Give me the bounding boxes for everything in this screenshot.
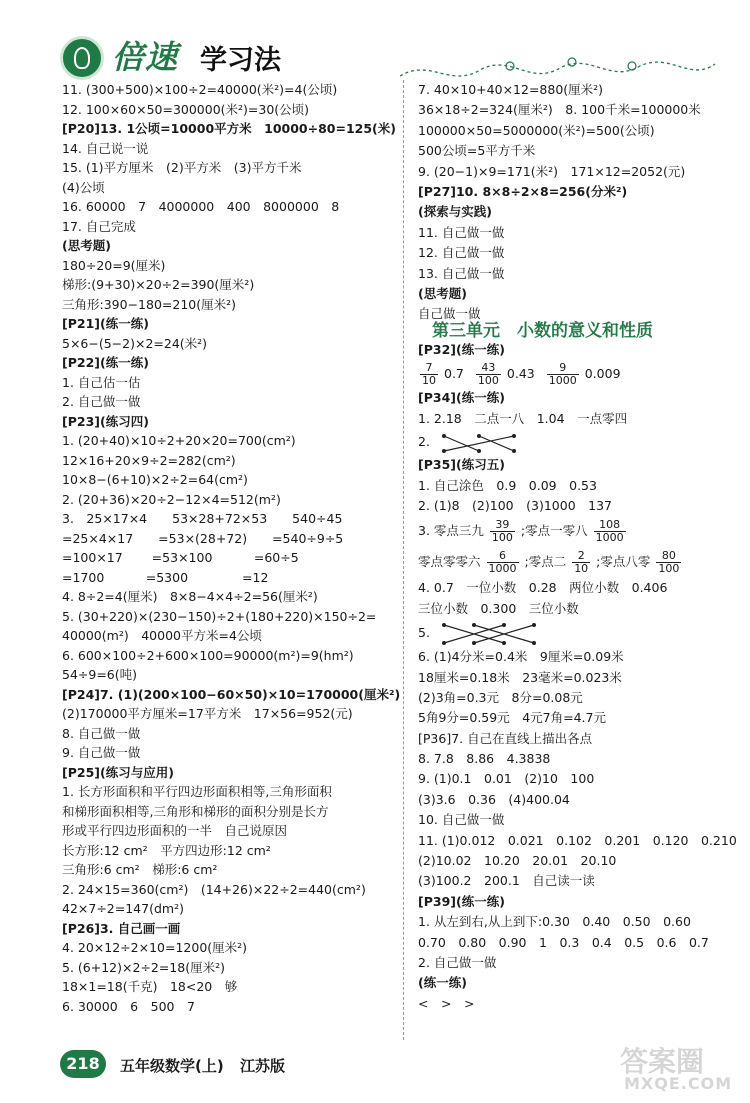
denominator: 10 [574, 562, 589, 576]
answer-line: < > > [418, 995, 475, 1011]
answer-line: 12. 自己做一做 [418, 245, 505, 261]
answer-line: 2. (20+36)×20÷2−12×4=512(m²) [62, 491, 281, 507]
decimal-value: 0.7 [444, 366, 464, 382]
answer-line: 1. 2.18 二点一八 1.04 一点零四 [418, 410, 628, 426]
answer-line: 和梯形面积相等,三角形和梯形的面积分别是长方 [62, 803, 329, 819]
answer-line: 8. 7.8 8.86 4.3838 [418, 751, 551, 767]
answer-line: (4)公顷 [62, 179, 105, 195]
fraction [656, 550, 681, 575]
answer-line: (2)3角=0.3元 8分=0.08元 [418, 689, 583, 705]
fraction [476, 362, 501, 387]
answer-line: [P26]3. 自己画一画 [62, 920, 181, 936]
fraction [487, 550, 519, 575]
page-header [0, 0, 750, 92]
watermark-url: MXQE.COM [624, 1074, 733, 1093]
answer-line: 2. 24×15=360(cm²) (14+26)×22÷2=440(cm²) [62, 881, 366, 897]
page-tag: [P39](练一练) [418, 893, 505, 909]
numerator: 43 [476, 362, 501, 375]
numerator: 39 [490, 519, 515, 532]
answer-line: 1. 从左到右,从上到下:0.30 0.40 0.50 0.60 [418, 914, 691, 930]
answer-line: 长方形:12 cm² 平方四边形:12 cm² [62, 842, 271, 858]
answer-line: 54÷9=6(吨) [62, 667, 138, 682]
numerator: 2 [572, 550, 590, 563]
page-tag: [P32](练一练) [418, 342, 505, 357]
answer-line: [P36]7. 自己在直线上描出各点 [418, 730, 593, 746]
page-tag: [P34](练一练) [418, 390, 505, 406]
answer-line: [P20]13. 1公顷=10000平方米 10000÷80=125(米) [62, 121, 396, 136]
brand-subtitle: 学习法 [200, 45, 281, 76]
fraction-row [418, 360, 718, 388]
numerator: 108 [594, 519, 626, 532]
answer-line: 6. 30000 6 500 7 [62, 998, 195, 1014]
answer-line: 12. 100×60×50=300000(米²)=30(公顷) [62, 101, 310, 117]
answer-line: 9. 自己做一做 [62, 745, 141, 760]
answer-line: 36×18÷2=324(厘米²) 8. 100千米=100000米 [418, 102, 701, 118]
answer-line: 18×1=18(千克) 18<20 够 [62, 979, 238, 994]
numerator: 9 [547, 362, 579, 375]
answer-line: 14. 自己说一说 [62, 140, 149, 156]
answer-line: [P24]7. (1)(200×100−60×50)×10=170000(厘米²) [62, 686, 401, 702]
answer-line: (思考题) [62, 238, 111, 253]
fraction [594, 519, 626, 544]
answer-line: 42×7÷2=147(dm²) [62, 901, 184, 916]
answer-line: (2)170000平方厘米=17平方米 17×56=952(元) [62, 706, 353, 721]
answer-line: 11. 自己做一做 [418, 224, 505, 240]
section-label: (练一练) [418, 975, 467, 991]
answer-column-right-bottom [418, 340, 737, 1014]
numerator: 6 [487, 550, 519, 563]
answer-line: 11. (1)0.012 0.021 0.102 0.201 0.120 0.210 [418, 832, 737, 848]
answer-line: (3)3.6 0.36 (4)400.04 [418, 791, 570, 807]
numerator: 80 [656, 550, 681, 563]
answer-line: 1. 长方形面积和平行四边形面积相等,三角形面积 [62, 784, 332, 799]
answer-line: 0.70 0.80 0.90 1 0.3 0.4 0.5 0.6 0.7 [418, 934, 709, 950]
answer-line: 10. 自己做一做 [418, 812, 505, 828]
answer-line: (思考题) [418, 285, 467, 301]
denominator: 100 [658, 562, 680, 576]
answer-line [418, 516, 718, 546]
logo-icon [60, 36, 104, 80]
answer-line: =100×17 =53×100 =60÷5 [62, 550, 299, 565]
answer-line: 4. 8÷2=4(厘米) 8×8−4×4÷2=56(厘米²) [62, 589, 318, 604]
answer-line: 形或平行四边形面积的一半 自己说原因 [62, 823, 288, 838]
answer-line: [P25](练习与应用) [62, 764, 174, 780]
answer-line: 15. (1)平方厘米 (2)平方米 (3)平方千米 [62, 160, 302, 175]
answer-line: 12×16+20×9÷2=282(cm²) [62, 452, 236, 468]
page-tag: [P35](练习五) [418, 457, 505, 473]
answer-number: 2. [418, 434, 430, 450]
answer-line: 3. 25×17×4 53×28+72×53 540÷45 [62, 511, 343, 526]
decimal-value: 0.43 [506, 366, 535, 382]
fraction [490, 519, 515, 544]
answer-line: 17. 自己完成 [62, 218, 136, 234]
answer-line: 8. 自己做一做 [62, 725, 141, 741]
answer-text: ;零点一零八 [520, 523, 588, 539]
denominator: 1000 [488, 562, 517, 576]
answer-text: 零点零零六 [418, 554, 481, 570]
fraction [572, 550, 590, 575]
numerator: 7 [420, 362, 438, 375]
page-number: 218 [60, 1050, 106, 1078]
answer-line: 梯形:(9+30)×20÷2=390(厘米²) [62, 277, 255, 292]
answer-line: 5. (30+220)×(230−150)÷2+(180+220)×150÷2= [62, 608, 377, 624]
answer-line: 13. 自己做一做 [418, 265, 505, 281]
answer-line: 4. 20×12÷2×10=1200(厘米²) [62, 940, 248, 955]
answer-line: [P22](练一练) [62, 355, 149, 370]
answer-line: 40000(m²) 40000平方米=4公顷 [62, 628, 262, 643]
answer-line: 6. 600×100÷2+600×100=90000(m²)=9(hm²) [62, 647, 354, 663]
answer-line: 三角形:6 cm² 梯形:6 cm² [62, 862, 218, 877]
answer-line [418, 546, 718, 578]
fraction [547, 362, 579, 387]
answer-line: [P23](练习四) [62, 413, 149, 429]
answer-text: ;零点八零 [596, 554, 651, 570]
answer-line: 100000×50=5000000(米²)=500(公顷) [418, 122, 655, 138]
answer-line: 6. (1)4分米=0.4米 9厘米=0.09米 [418, 649, 624, 665]
answer-line: [P27]10. 8×8÷2×8=256(分米²) [418, 183, 628, 199]
answer-line: 5×6−(5−2)×2=24(米²) [62, 335, 208, 351]
answer-line: 1. 自己涂色 0.9 0.09 0.53 [418, 477, 597, 493]
decimal-value: 0.009 [584, 366, 621, 382]
answer-line: 2. (1)8 (2)100 (3)1000 137 [418, 497, 613, 513]
answer-line: (3)100.2 200.1 自己读一读 [418, 873, 595, 889]
denominator: 100 [491, 531, 513, 545]
answer-line: 三位小数 0.300 三位小数 [418, 600, 579, 616]
answer-line: =25×4×17 =53×(28+72) =540÷9÷5 [62, 530, 344, 546]
denominator: 10 [422, 374, 436, 388]
watermark [620, 1040, 745, 1098]
book-edition: 江苏版 [240, 1057, 286, 1075]
answer-line: 18厘米=0.18米 23毫米=0.023米 [418, 669, 622, 685]
matching-lines-icon [434, 621, 554, 647]
answer-line: 16. 60000 7 4000000 400 8000000 8 [62, 199, 340, 214]
denominator: 100 [477, 374, 499, 388]
fraction [420, 362, 438, 387]
book-title: 五年级数学(上) [120, 1057, 224, 1075]
matching-lines-icon [434, 432, 524, 454]
answer-line: 4. 0.7 一位小数 0.28 两位小数 0.406 [418, 580, 668, 596]
column-divider [403, 80, 404, 1040]
answer-line: 2. 自己做一做 [62, 394, 141, 409]
answer-text: ;零点二 [524, 554, 567, 570]
answer-line: 自己做一做 [418, 306, 481, 322]
answer-line: (探索与实践) [418, 204, 492, 220]
answer-line: 180÷20=9(厘米) [62, 257, 166, 273]
answer-line: 1. (20+40)×10÷2+20×20=700(cm²) [62, 433, 296, 448]
answer-line: (2)10.02 10.20 20.01 20.10 [418, 853, 617, 869]
answer-line: 10×8−(6+10)×2÷2=64(cm²) [62, 472, 248, 487]
answer-line: 三角形:390−180=210(厘米²) [62, 296, 236, 312]
answer-line: 9. (1)0.1 0.01 (2)10 100 [418, 771, 595, 787]
unit-title: 第三单元 小数的意义和性质 [432, 321, 653, 341]
answer-column-left [62, 80, 401, 1016]
denominator: 1000 [548, 374, 577, 388]
answer-line: 1. 自己估一估 [62, 374, 141, 390]
watermark-text: 答案圈 [620, 1045, 705, 1078]
answer-line: 11. (300+500)×100÷2=40000(米²)=4(公顷) [62, 82, 338, 97]
matching-line [418, 619, 718, 647]
answer-text: 3. 零点三九 [418, 523, 484, 539]
answer-line: 500公顷=5平方千米 [418, 143, 536, 159]
answer-line: =1700 =5300 =12 [62, 569, 269, 585]
denominator: 1000 [595, 531, 624, 545]
answer-line: 7. 40×10+40×12=880(厘米²) [418, 82, 604, 97]
matching-line [418, 429, 718, 455]
answer-line: [P21](练一练) [62, 316, 149, 331]
brand-title: 倍速 [112, 38, 179, 76]
answer-line: 5角9分=0.59元 4元7角=4.7元 [418, 710, 606, 726]
answer-line: 2. 自己做一做 [418, 954, 497, 970]
answer-number: 5. [418, 625, 430, 641]
answer-line: 9. (20−1)×9=171(米²) 171×12=2052(元) [418, 163, 686, 179]
answer-line: 5. (6+12)×2÷2=18(厘米²) [62, 959, 225, 975]
answer-column-right-top [418, 80, 718, 325]
